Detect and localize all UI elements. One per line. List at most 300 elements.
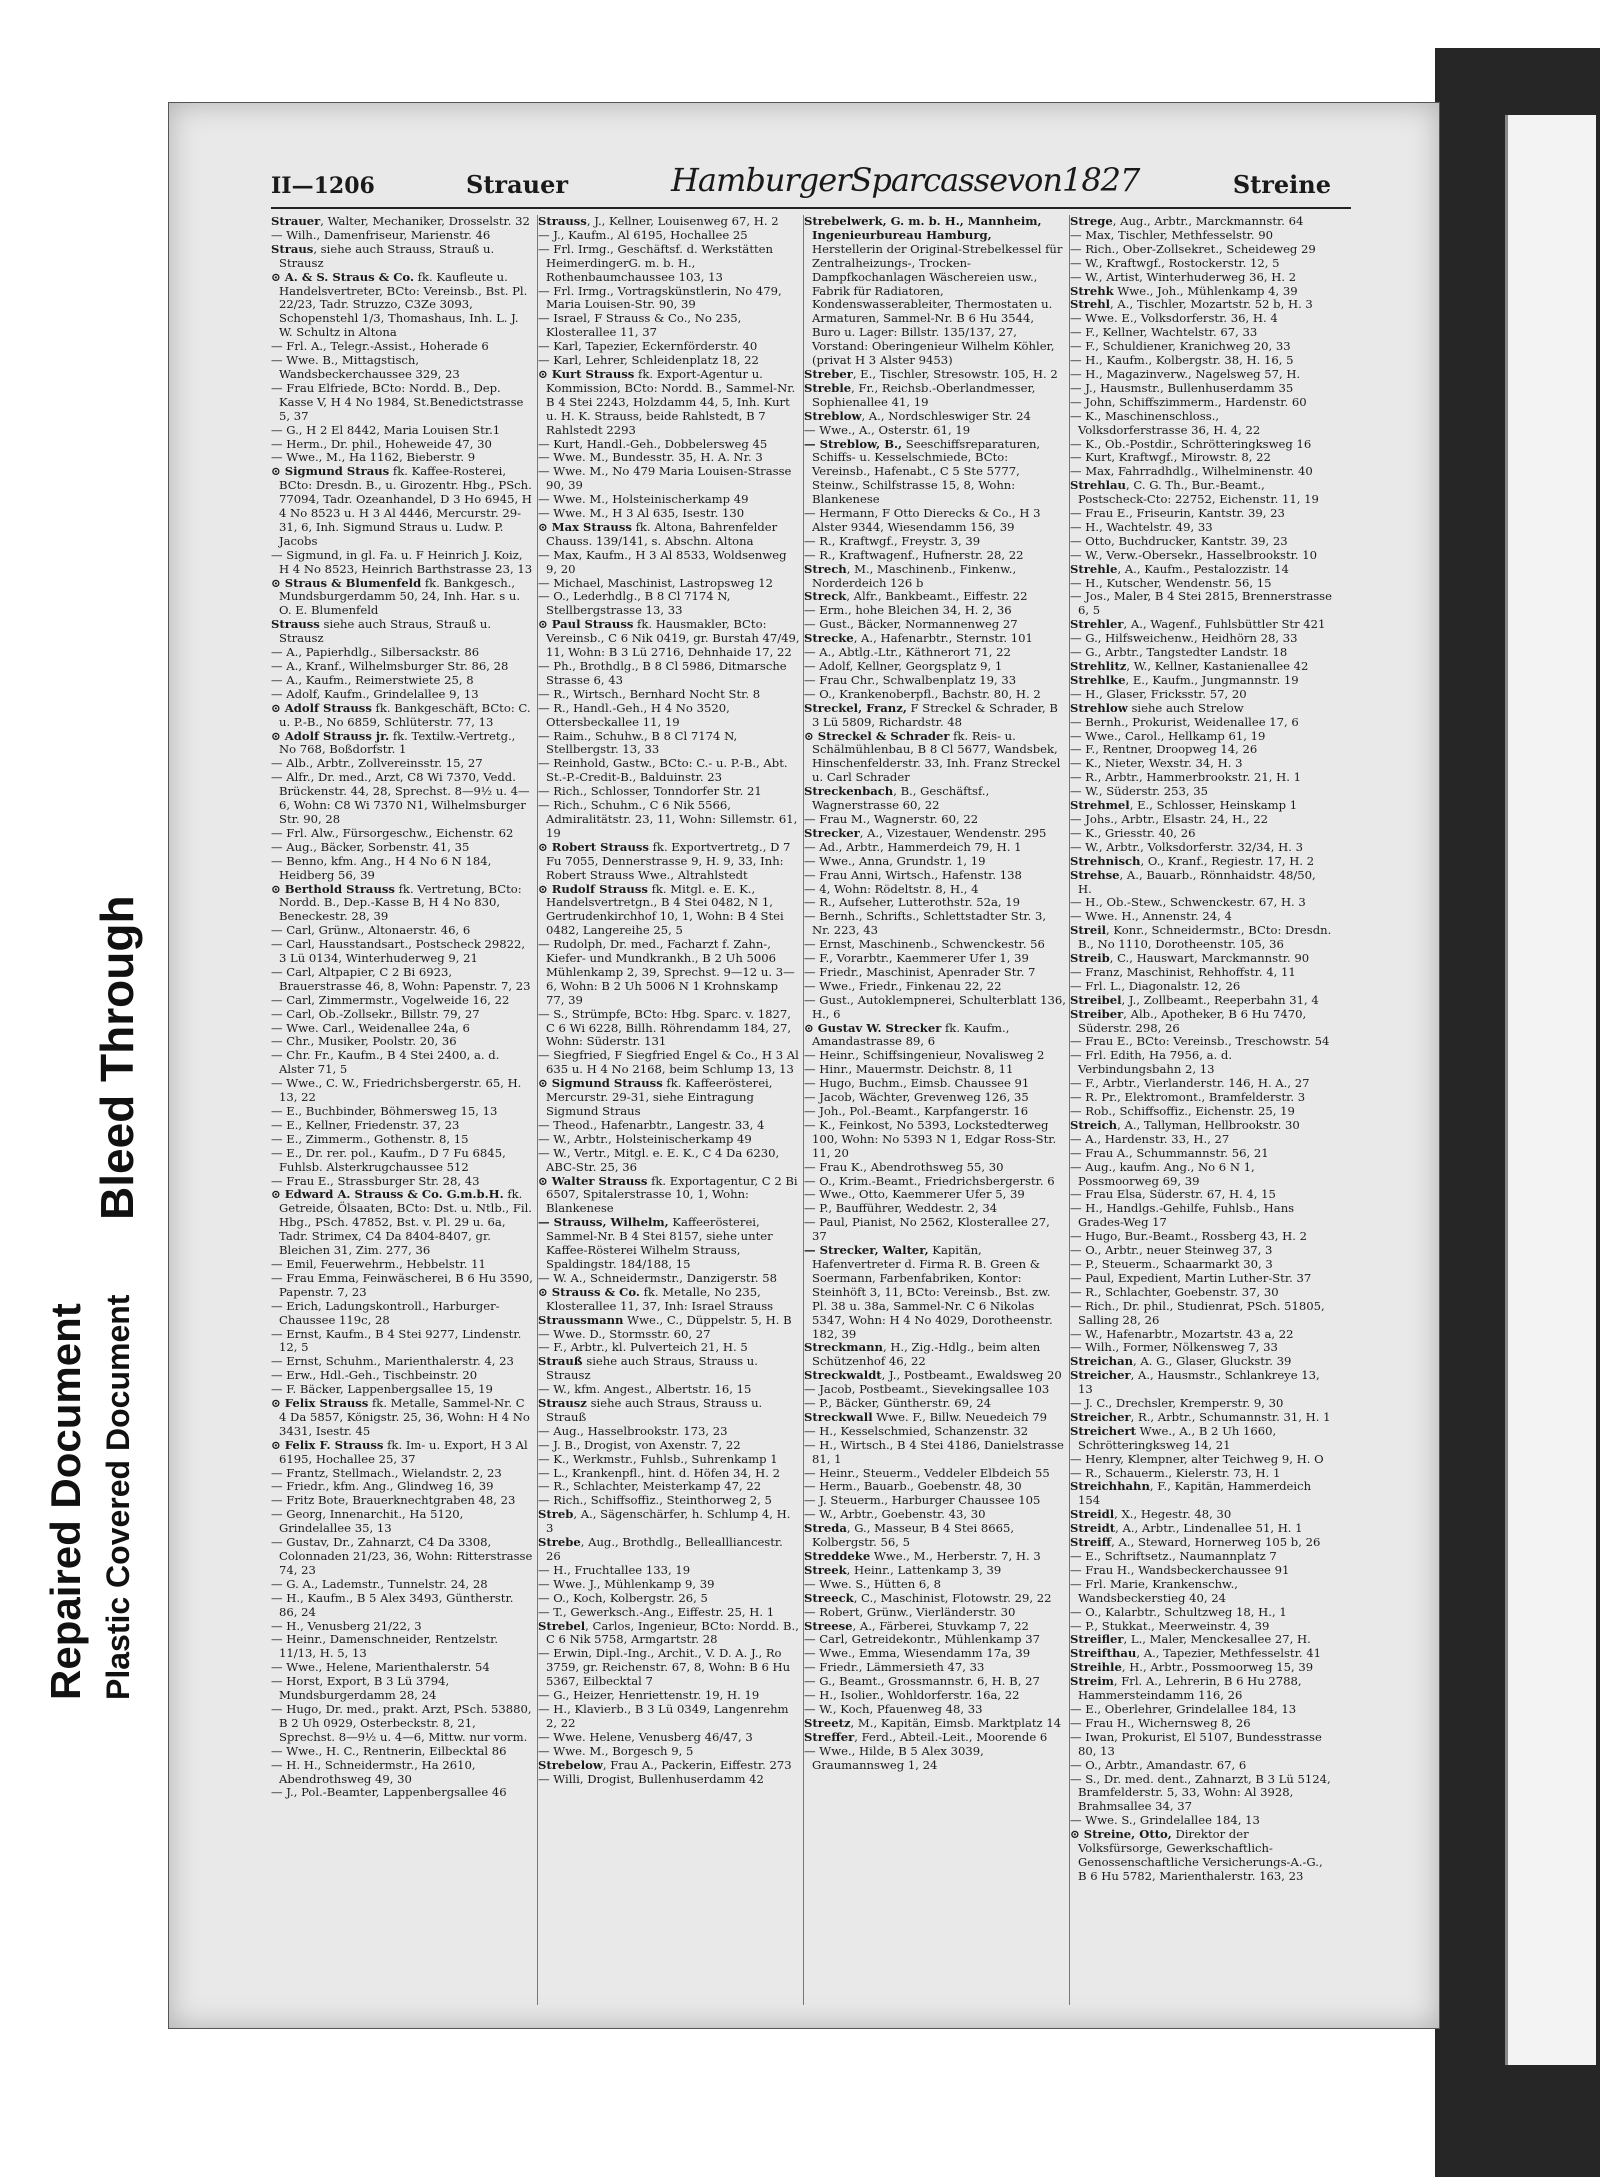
entry-details: fk. Bankgeschäft, BCto: C. u. P.-B., No 6859, Schlüterstr. 77, 13: [279, 700, 531, 729]
directory-entry: [271, 229, 533, 243]
directory-entry: [271, 771, 533, 827]
entry-details: — W., kfm. Angest., Albertstr. 16, 15: [538, 1382, 752, 1397]
entry-details: — Frau Elsa, Süderstr. 67, H. 4, 15: [1070, 1187, 1276, 1202]
entry-details: — H., Wirtsch., B 4 Stei 4186, Danielstrasse 81, 1: [804, 1437, 1064, 1466]
directory-entry: [538, 1077, 800, 1119]
entry-details: — Hinr., Mauermstr. Deichstr. 8, 11: [804, 1062, 1014, 1077]
entry-details: — A., Hardenstr. 33, H., 27: [1070, 1131, 1230, 1146]
directory-entry: [271, 757, 533, 771]
entry-details: — Gustav, Dr., Zahnarzt, C4 Da 3308, Colonnaden 21/23, 36, Wohn: Ritterstrasse 74, 23: [271, 1535, 533, 1577]
directory-entry: [538, 243, 800, 285]
entry-name: Streckmann: [804, 1340, 883, 1355]
entry-details: — Paul, Expedient, Martin Luther-Str. 37: [1070, 1270, 1312, 1285]
directory-entry: [804, 1564, 1066, 1578]
directory-entry: [804, 896, 1066, 910]
entry-details: F Streckel & Schrader, B 3 Lü 5809, Richardstr. 48: [812, 700, 1058, 729]
entry-details: — Wwe., H. C., Rentnerin, Eilbecktal 86: [271, 1743, 507, 1758]
entry-details: — Frl. Irmg., Geschäftsf. d. Werkstätten HeimerdingerG. m. b. H., Rothenbaumchaussee 103, 13: [538, 241, 773, 284]
entry-details: — R., Schauerm., Kielerstr. 73, H. 1: [1070, 1465, 1281, 1480]
entry-details: — O., Arbtr., neuer Steinweg 37, 3: [1070, 1243, 1273, 1258]
entry-details: — W. A., Schneidermstr., Danzigerstr. 58: [538, 1270, 777, 1285]
directory-entry: [271, 577, 533, 619]
entry-details: — G., H 2 El 8442, Maria Louisen Str.1: [271, 422, 501, 437]
entry-details: — Rich., Dr. phil., Studienrat, PSch. 51805, Salling 28, 26: [1070, 1298, 1325, 1327]
directory-entry: [804, 410, 1066, 424]
column-3: [803, 215, 1066, 2005]
directory-entry: [804, 1383, 1066, 1397]
entry-details: , A., Tischler, Mozartstr. 52 b, H. 3: [1110, 297, 1313, 312]
directory-entry: [1070, 841, 1332, 855]
directory-entry: [538, 702, 800, 730]
directory-entry: [804, 590, 1066, 604]
entry-details: — Frau Elfriede, BCto: Nordd. B., Dep. Kasse V, H 4 No 1984, St.Benedictstrasse 5, 37: [271, 380, 524, 423]
entry-details: — Jacob, Postbeamt., Sievekingsallee 103: [804, 1382, 1050, 1397]
entry-details: Direktor der Volksfürsorge, Gewerkschaftlich-Genossenschaftliche Versicherungs-A.-G., B 6 Hu 5782, Marienthalerstr. 163, 23: [1078, 1827, 1323, 1883]
entry-details: — Carl, Zimmermstr., Vogelweide 16, 22: [271, 992, 510, 1007]
directory-entry: [1070, 1620, 1332, 1634]
entry-details: , A., Färberei, Stuvkamp 7, 22: [852, 1618, 1029, 1633]
entry-name: Strauss: [271, 617, 320, 632]
entry-name: Streichhahn: [1070, 1479, 1150, 1494]
entry-details: — Wwe., Emma, Wiesendamm 17a, 39: [804, 1646, 1031, 1661]
directory-entry: [1070, 1828, 1332, 1884]
entry-details: — Willi, Drogist, Bullenhuserdamm 42: [538, 1771, 764, 1786]
directory-entry: [271, 688, 533, 702]
entry-details: — H., Glaser, Fricksstr. 57, 20: [1070, 686, 1247, 701]
entry-details: — Georg, Innenarchit., Ha 5120, Grindelallee 35, 13: [271, 1507, 464, 1536]
entry-details: Wwe. F., Billw. Neuedeich 79: [872, 1409, 1047, 1424]
directory-entry: [1070, 785, 1332, 799]
entry-name: Streicher: [1070, 1409, 1131, 1424]
directory-entry: [271, 1759, 533, 1787]
directory-entry: [538, 618, 800, 660]
directory-entry: [1070, 1133, 1332, 1147]
entry-details: — R., Handl.-Geh., H 4 No 3520, Ottersbeckallee 11, 19: [538, 700, 730, 729]
directory-entry: [271, 618, 533, 646]
directory-entry: [804, 1091, 1066, 1105]
entry-details: — Frau H., Wichernsweg 8, 26: [1070, 1715, 1251, 1730]
entry-details: — Aug., Bäcker, Sorbenstr. 41, 35: [271, 839, 470, 854]
entry-details: — Max, Tischler, Methfesselstr. 90: [1070, 227, 1274, 242]
entry-name: Streble: [804, 380, 852, 395]
entry-details: — H., Kutscher, Wendenstr. 56, 15: [1070, 575, 1272, 590]
entry-details: , R., Arbtr., Schumannstr. 31, H. 1: [1130, 1409, 1331, 1424]
entry-details: fk. Bankgesch., Mundsburgerdamm 50, 24, Inh. Har. s u. O. E. Blumenfeld: [279, 575, 521, 618]
directory-entry: [804, 1105, 1066, 1119]
directory-entry: [1070, 1035, 1332, 1049]
directory-entry: [538, 1133, 800, 1147]
entry-details: — R., Schlachter, Goebenstr. 37, 30: [1070, 1284, 1279, 1299]
entry-details: — Erm., hohe Bleichen 34, H. 2, 36: [804, 603, 1012, 618]
entry-details: — R., Kraftwgf., Freystr. 3, 39: [804, 533, 981, 548]
column-2: [537, 215, 800, 2005]
entry-details: Kapitän, Hafenvertreter d. Firma R. B. Green & Soermann, Farbenfabriken, Kontor: Steinhöft 3, 11, BCto: Vereinsb., Bst. zw. Pl. 38 u. 38a, Sammel-Nr. C 6 Nikolas 5347, Wohn: H 4 No 4029, Dorotheenstr. 182, 39: [812, 1243, 1053, 1341]
entry-details: , X., Hegestr. 48, 30: [1114, 1507, 1232, 1522]
directory-entry: [804, 215, 1066, 368]
entry-details: — Chr., Musiker, Poolstr. 20, 36: [271, 1034, 457, 1049]
directory-entry: [1070, 577, 1332, 591]
directory-entry: [804, 1049, 1066, 1063]
entry-details: fk. Kaufleute u. Handelsvertreter, BCto: Vereinsb., Bst. Pl. 22/23, Tadr. Struzzo, C3Ze 3093, Schopenstehl 1/3, Thomashaus, Inh. L. J. W. Schultz in Altona: [279, 269, 528, 340]
entry-details: — K., Nieter, Wexstr. 34, H. 3: [1070, 756, 1243, 771]
entry-details: — Wwe. S., Grindelallee 184, 13: [1070, 1813, 1260, 1828]
entry-details: — Frau H., Wandsbeckerchaussee 91: [1070, 1562, 1290, 1577]
directory-entry: [804, 507, 1066, 535]
entry-name: Streber: [804, 366, 853, 381]
sparcasse-logo: HamburgerSparcassevon1827: [671, 161, 1140, 199]
directory-entry: [804, 535, 1066, 549]
header-left-word: Strauer: [466, 170, 568, 199]
directory-entry: [271, 271, 533, 341]
directory-entry: [538, 938, 800, 1008]
directory-entry: [1070, 1578, 1332, 1606]
entry-details: — H., Kesselschmied, Schanzenstr. 32: [804, 1423, 1029, 1438]
directory-entry: [1070, 1244, 1332, 1258]
entry-details: — Wwe., Carol., Hellkamp 61, 19: [1070, 728, 1266, 743]
entry-name: Strehler: [1070, 617, 1124, 632]
entry-name: Strehlau: [1070, 478, 1126, 493]
entry-details: — Wwe., Otto, Kaemmerer Ufer 5, 39: [804, 1187, 1025, 1202]
entry-name: Strehle: [1070, 561, 1118, 576]
directory-entry: [804, 1439, 1066, 1467]
entry-name: Streckwaldt: [804, 1368, 882, 1383]
entry-name: ⊙ Streckel & Schrader: [804, 728, 950, 743]
entry-details: — H., Klavierb., B 3 Lü 0349, Langenrehm 2, 22: [538, 1701, 789, 1730]
entry-details: — Heinr., Steuerm., Veddeler Elbdeich 55: [804, 1465, 1050, 1480]
entry-details: Wwe., C., Düppelstr. 5, H. B: [623, 1312, 792, 1327]
directory-entry: [271, 1369, 533, 1383]
directory-entry: [538, 577, 800, 591]
entry-details: — G. A., Lademstr., Tunnelstr. 24, 28: [271, 1576, 488, 1591]
directory-entry: [538, 1592, 800, 1606]
entry-details: , J., Kellner, Louisenweg 67, H. 2: [586, 215, 779, 228]
entry-details: — Ernst, Kaufm., B 4 Stei 9277, Lindenstr. 12, 5: [271, 1326, 522, 1355]
directory-entry: [804, 1731, 1066, 1745]
directory-entry: [1070, 1341, 1332, 1355]
directory-entry: [538, 340, 800, 354]
entry-details: , Alfr., Bankbeamt., Eiffestr. 22: [846, 589, 1028, 604]
directory-entry: [271, 465, 533, 548]
entry-details: , C., Maschinist, Flotowstr. 29, 22: [853, 1590, 1052, 1605]
entry-details: — Theod., Hafenarbtr., Langestr. 33, 4: [538, 1117, 765, 1132]
directory-entry: [1070, 312, 1332, 326]
entry-details: — Chr. Fr., Kaufm., B 4 Stei 2400, a. d. Alster 71, 5: [271, 1048, 500, 1077]
entry-details: — E., Zimmerm., Gothenstr. 8, 15: [271, 1131, 469, 1146]
entry-name: Streck: [804, 589, 847, 604]
entry-details: — Karl, Lehrer, Schleidenplatz 18, 22: [538, 353, 759, 368]
directory-entry: [1070, 396, 1332, 410]
directory-entry: [1070, 229, 1332, 243]
entry-details: — W., Süderstr. 253, 35: [1070, 784, 1208, 799]
entry-name: Streese: [804, 1618, 853, 1633]
directory-entry: [1070, 1508, 1332, 1522]
entry-name: Strehk: [1070, 283, 1114, 298]
entry-name: Strauss: [538, 215, 587, 228]
directory-entry: [271, 924, 533, 938]
entry-details: fk. Altona, Bahrenfelder Chauss. 139/141, s. Abschn. Altona: [546, 519, 778, 548]
entry-details: , Alb., Apotheker, B 6 Hu 7470, Süderstr. 298, 26: [1078, 1006, 1307, 1035]
directory-entry: [804, 438, 1066, 508]
directory-entry: [1070, 1480, 1332, 1508]
entry-name: Strehl: [1070, 297, 1111, 312]
directory-entry: [271, 1188, 533, 1258]
entry-name: Strauß: [538, 1354, 583, 1369]
entry-details: — Jacob, Wächter, Grevenweg 126, 35: [804, 1090, 1029, 1105]
entry-details: — P., Steuerm., Schaarmarkt 30, 3: [1070, 1256, 1273, 1271]
entry-details: — Frl. Marie, Krankenschw., Wandsbeckerstieg 40, 24: [1070, 1576, 1238, 1605]
entry-details: fk. Mitgl. e. E. K., Handelsvertretgn., B 4 Stei 0482, N 1, Gertrudenkirchhof 10, 1, Wohn: B 4 Stei 0482, Langereihe 25, 5: [546, 881, 784, 938]
directory-entry: [804, 1480, 1066, 1494]
entry-details: , H., Zig.-Hdlg., beim alten Schützenhof 46, 22: [812, 1340, 1041, 1369]
directory-entry: [804, 1341, 1066, 1369]
entry-details: — Ernst, Maschinenb., Schwenckestr. 56: [804, 937, 1045, 952]
directory-entry: [271, 702, 533, 730]
directory-entry: [1070, 1564, 1332, 1578]
entry-details: — A., Papierhdlg., Silbersackstr. 86: [271, 645, 480, 660]
directory-entry: [804, 1077, 1066, 1091]
entry-name: Strebel: [538, 1618, 586, 1633]
entry-details: fk. Hausmakler, BCto: Vereinsb., C 6 Nik 0419, gr. Burstah 47/49, 11, Wohn: B 3 Lü 2716, Dehnhaide 17, 22: [546, 617, 800, 660]
entry-details: — Fritz Bote, Brauerknechtgraben 48, 23: [271, 1493, 516, 1508]
entry-details: — W., Hafenarbtr., Mozartstr. 43 a, 22: [1070, 1326, 1294, 1341]
directory-entry: [804, 1675, 1066, 1689]
entry-details: Wwe., Joh., Mühlenkamp 4, 39: [1113, 283, 1298, 298]
directory-entry: [1070, 855, 1332, 869]
entry-details: , M., Kapitän, Eimsb. Marktplatz 14: [850, 1715, 1062, 1730]
entry-details: — Carl, Getreidekontr., Mühlenkamp 37: [804, 1632, 1040, 1647]
entry-name: ⊙ Gustav W. Strecker: [804, 1020, 942, 1035]
directory-entry: [538, 1759, 800, 1773]
entry-details: — R., Wirtsch., Bernhard Nocht Str. 8: [538, 686, 761, 701]
directory-entry: [804, 702, 1066, 730]
entry-details: — H., Magazinverw., Nagelsweg 57, H.: [1070, 366, 1301, 381]
directory-entry: [271, 1578, 533, 1592]
directory-entry: [1070, 1230, 1332, 1244]
directory-entry: [538, 590, 800, 618]
entry-name: Streffer: [804, 1729, 855, 1744]
directory-entry: [1070, 410, 1332, 438]
entry-name: Streib: [1070, 951, 1110, 966]
entry-details: , Fr., Reichsb.-Oberlandmesser, Sophienallee 41, 19: [812, 380, 1036, 409]
entry-details: , M., Maschinenb., Finkenw., Norderdeich 126 b: [812, 561, 1017, 590]
directory-entry: [1070, 1355, 1332, 1369]
entry-details: — G., Arbtr., Tangstedter Landstr. 18: [1070, 645, 1288, 660]
directory-entry: [271, 883, 533, 925]
directory-entry: [538, 1328, 800, 1342]
entry-details: , Aug., Brothdlg., Belleallliancestr. 26: [546, 1535, 783, 1563]
directory-entry: [1070, 1147, 1332, 1161]
entry-name: ⊙ A. & S. Straus & Co.: [271, 269, 414, 284]
entry-details: — R. Pr., Elektromont., Bramfelderstr. 3: [1070, 1090, 1306, 1105]
directory-entry: [538, 1453, 800, 1467]
entry-details: — Frl. Irmg., Vortragskünstlerin, No 479, Maria Louisen-Str. 90, 39: [538, 283, 782, 312]
directory-entry: [804, 1689, 1066, 1703]
directory-entry: [271, 1147, 533, 1175]
directory-entry: [1070, 632, 1332, 646]
directory-entry: [804, 1397, 1066, 1411]
entry-details: — Frau K., Abendrothsweg 55, 30: [804, 1159, 1004, 1174]
entry-details: — S., Dr. med. dent., Zahnarzt, B 3 Lü 5124, Bramfelderstr. 5, 33, Wohn: Al 3928, Brahmsallee 34, 37: [1070, 1771, 1331, 1814]
entry-details: — Wwe., C. W., Friedrichsbergerstr. 65, H. 13, 22: [271, 1076, 522, 1105]
entry-details: , Carlos, Ingenieur, BCto: Nordd. B., C 6 Nik 5758, Armgartstr. 28: [546, 1618, 799, 1647]
entry-details: — Hermann, F Otto Dierecks & Co., H 3 Alster 9344, Wiesendamm 156, 39: [804, 506, 1041, 534]
directory-entry: [1070, 507, 1332, 521]
directory-entry: [804, 1494, 1066, 1508]
entry-details: — Wwe. Helene, Venusberg 46/47, 3: [538, 1729, 753, 1744]
directory-entry: [1070, 1049, 1332, 1077]
entry-details: — Siegfried, F Siegfried Engel & Co., H 3 Al 635 u. H 4 No 2168, beim Schlump 13, 13: [538, 1048, 799, 1077]
entry-details: — K., Griesstr. 40, 26: [1070, 825, 1196, 840]
directory-entry: [1070, 869, 1332, 897]
entry-details: , A., Wagenf., Fuhlsbüttler Str 421: [1123, 617, 1326, 632]
entry-details: Seeschiffsreparaturen, Schiffs- u. Kesselschmiede, BCto: Vereinsb., Hafenabt., C 5 Ste 5777, Steinw., Schilfstrasse 15, 8, Wohn: Blankenese: [812, 436, 1041, 507]
entry-details: — Friedr., Maschinist, Apenrader Str. 7: [804, 964, 1036, 979]
entry-details: fk. Kaufm., Amandastrasse 89, 6: [812, 1020, 1010, 1049]
entry-details: — Karl, Tapezier, Eckernförderstr. 40: [538, 339, 758, 354]
directory-entry: [804, 1022, 1066, 1050]
entry-details: , Frl. A., Lehrerin, B 6 Hu 2788, Hammersteindamm 116, 26: [1078, 1674, 1302, 1703]
directory-entry: [1070, 994, 1332, 1008]
directory-entry: [538, 1647, 800, 1689]
directory-entry: [271, 1661, 533, 1675]
entry-details: — E., Buchbinder, Böhmersweg 15, 13: [271, 1104, 498, 1118]
entry-details: — J., Pol.-Beamter, Lappenbergsallee 46: [271, 1785, 507, 1800]
entry-name: Strehlow: [1070, 700, 1128, 715]
directory-entry: [271, 966, 533, 994]
directory-entry: [1070, 1286, 1332, 1300]
entry-details: — Max, Fahrradhdlg., Wilhelminenstr. 40: [1070, 464, 1313, 479]
directory-entry: [1070, 438, 1332, 452]
entry-details: fk. Reis- u. Schälmühlenbau, B 8 Cl 5677, Wandsbek, Hinschenfelderstr. 33, Inh. Franz Streckel u. Carl Schrader: [812, 728, 1061, 785]
directory-entry: [271, 1328, 533, 1356]
directory-entry: [804, 1425, 1066, 1439]
directory-entry: [538, 438, 800, 452]
entry-details: , Heinr., Lattenkamp 3, 39: [846, 1562, 1002, 1577]
entry-details: fk. Getreide, Ölsaaten, BCto: Dst. u. Ntlb., Fil. Hbg., PSch. 47852, Bst. v. Pl. 29 u. 6a, Tadr. Strimex, C4 Da 8404-8407, gr. Bleichen 31, Zim. 277, 36: [279, 1187, 532, 1258]
entry-details: — E., Oberlehrer, Grindelallee 184, 13: [1070, 1701, 1297, 1716]
entry-details: — W., Koch, Pfauenweg 48, 33: [804, 1701, 983, 1716]
directory-entry: [1070, 1425, 1332, 1453]
directory-entry: [538, 1314, 800, 1328]
directory-entry: [538, 1480, 800, 1494]
entry-name: ⊙ Sigmund Straus: [271, 464, 390, 479]
directory-entry: [271, 451, 533, 465]
entry-name: Strehnisch: [1070, 853, 1141, 868]
entry-name: Streihle: [1070, 1660, 1122, 1675]
directory-page: [168, 102, 1440, 2029]
directory-entry: [804, 1647, 1066, 1661]
entry-details: , A., Vizestauer, Wendenstr. 295: [859, 825, 1047, 840]
entry-name: Strauer: [271, 215, 321, 228]
directory-entry: [804, 1745, 1066, 1773]
directory-entry: [1070, 924, 1332, 952]
directory-entry: [1070, 702, 1332, 716]
directory-entry: [538, 354, 800, 368]
entry-details: — E., Schriftsetz., Naumannplatz 7: [1070, 1549, 1277, 1563]
directory-entry: [1070, 1606, 1332, 1620]
entry-details: — Herm., Dr. phil., Hoheweide 47, 30: [271, 436, 492, 451]
directory-entry: [1070, 1091, 1332, 1105]
directory-entry: [804, 1578, 1066, 1592]
entry-details: , A., Nordschleswiger Str. 24: [861, 408, 1031, 423]
directory-entry: [804, 1119, 1066, 1161]
directory-entry: [1070, 1731, 1332, 1759]
directory-entry: [538, 1703, 800, 1731]
directory-entry: [271, 1592, 533, 1620]
directory-entry: [1070, 799, 1332, 813]
entry-details: siehe auch Straus, Strauss u. Strausz: [546, 1354, 758, 1383]
entry-details: — J., Kaufm., Al 6195, Hochallee 25: [538, 227, 748, 242]
directory-entry: [804, 1369, 1066, 1383]
directory-entry: [804, 618, 1066, 632]
entry-details: — Bernh., Prokurist, Weidenallee 17, 6: [1070, 714, 1299, 729]
directory-entry: [538, 1508, 800, 1536]
entry-details: — K., Ob.-Postdir., Schrötteringksweg 16: [1070, 436, 1312, 451]
entry-details: — G., Hilfsweichenw., Heidhörn 28, 33: [1070, 631, 1298, 646]
entry-name: ⊙ Straus & Blumenfeld: [271, 575, 422, 590]
directory-entry: [271, 549, 533, 577]
entry-details: — H. H., Schneidermstr., Ha 2610, Abendrothsweg 49, 30: [271, 1757, 476, 1786]
directory-entry: [538, 549, 800, 577]
directory-entry: [1070, 521, 1332, 535]
entry-details: , Walter, Mechaniker, Drosselstr. 32: [320, 215, 530, 228]
directory-entry: [1070, 271, 1332, 285]
entry-name: ⊙ Berthold Strauss: [271, 881, 395, 896]
entry-name: Streiber: [1070, 1006, 1124, 1021]
directory-entry: [1070, 1814, 1332, 1828]
entry-details: , J., Postbeamt., Ewaldsweg 20: [881, 1368, 1062, 1383]
entry-details: — F., Arbtr., kl. Pulverteich 21, H. 5: [538, 1340, 748, 1355]
directory-entry: [538, 1049, 800, 1077]
directory-entry: [1070, 674, 1332, 688]
entry-name: Straus: [271, 241, 314, 256]
entry-details: , C. G. Th., Bur.-Beamt., Postscheck-Cto: 22752, Eichenstr. 11, 19: [1078, 478, 1319, 507]
entry-details: — R., Kraftwagenf., Hufnerstr. 28, 22: [804, 547, 1024, 562]
entry-details: fk. Exportagentur, C 2 Bi 6507, Spitalerstrasse 10, 1, Wohn: Blankenese: [546, 1173, 798, 1216]
directory-entry: [804, 785, 1066, 813]
entry-details: — O., Lederhdlg., B 8 Cl 7174 N, Stellbergstrasse 13, 33: [538, 589, 731, 618]
entry-details: fk. Metalle, Sammel-Nr. C 4 Da 5857, Königstr. 25, 36, Wohn: H 4 No 3431, Isestr. 45: [279, 1396, 530, 1438]
directory-entry: [804, 910, 1066, 938]
entry-details: — Wwe., Anna, Grundstr. 1, 19: [804, 853, 986, 868]
directory-entry: [271, 1620, 533, 1634]
entry-name: Streibel: [1070, 992, 1122, 1007]
directory-entry: [804, 952, 1066, 966]
directory-entry: [271, 1175, 533, 1189]
directory-entry: [1070, 1522, 1332, 1536]
directory-entry: [1070, 1328, 1332, 1342]
entry-details: — W., Arbtr., Holsteinischerkamp 49: [538, 1131, 752, 1146]
directory-entry: [1070, 896, 1332, 910]
entry-details: — Aug., Hasselbrookstr. 173, 23: [538, 1423, 728, 1438]
entry-details: fk. Kaffee-Rosterei, BCto: Dresdn. B., u. Girozentr. Hbg., PSch. 77094, Tadr. Ozeanhandel, D 3 Ho 6945, H 4 No 8523 u. H 3 Al 4446, Mercurstr. 29-31, 6, Inh. Sigmund Straus u. Ludw. P. Jacobs: [279, 464, 532, 548]
directory-entry: [271, 1105, 533, 1119]
entry-details: — Carl, Ob.-Zollsekr., Billstr. 79, 27: [271, 1006, 480, 1021]
entry-details: — Horst, Export, B 3 Lü 3794, Mundsburgerdamm 28, 24: [271, 1674, 450, 1703]
entry-details: — Frau E., BCto: Vereinsb., Treschowstr. 54: [1070, 1034, 1330, 1049]
entry-details: — Raim., Schuhw., B 8 Cl 7174 N, Stellbergstr. 13, 33: [538, 728, 738, 757]
entry-details: , J., Zollbeamt., Reeperbahn 31, 4: [1121, 992, 1319, 1007]
directory-entry: [1070, 1467, 1332, 1481]
entry-details: , L., Maler, Menckesallee 27, H.: [1123, 1632, 1311, 1647]
entry-details: — Bernh., Schrifts., Schlettstadter Str. 3, Nr. 223, 43: [804, 909, 1047, 938]
directory-entry: [804, 1244, 1066, 1341]
entry-details: — Rich., Ober-Zollsekret., Scheideweg 29: [1070, 241, 1316, 256]
entry-details: — Friedr., Lämmersieth 47, 33: [804, 1660, 985, 1675]
directory-entry: [804, 549, 1066, 563]
directory-entry: [1070, 1105, 1332, 1119]
directory-entry: [804, 966, 1066, 980]
